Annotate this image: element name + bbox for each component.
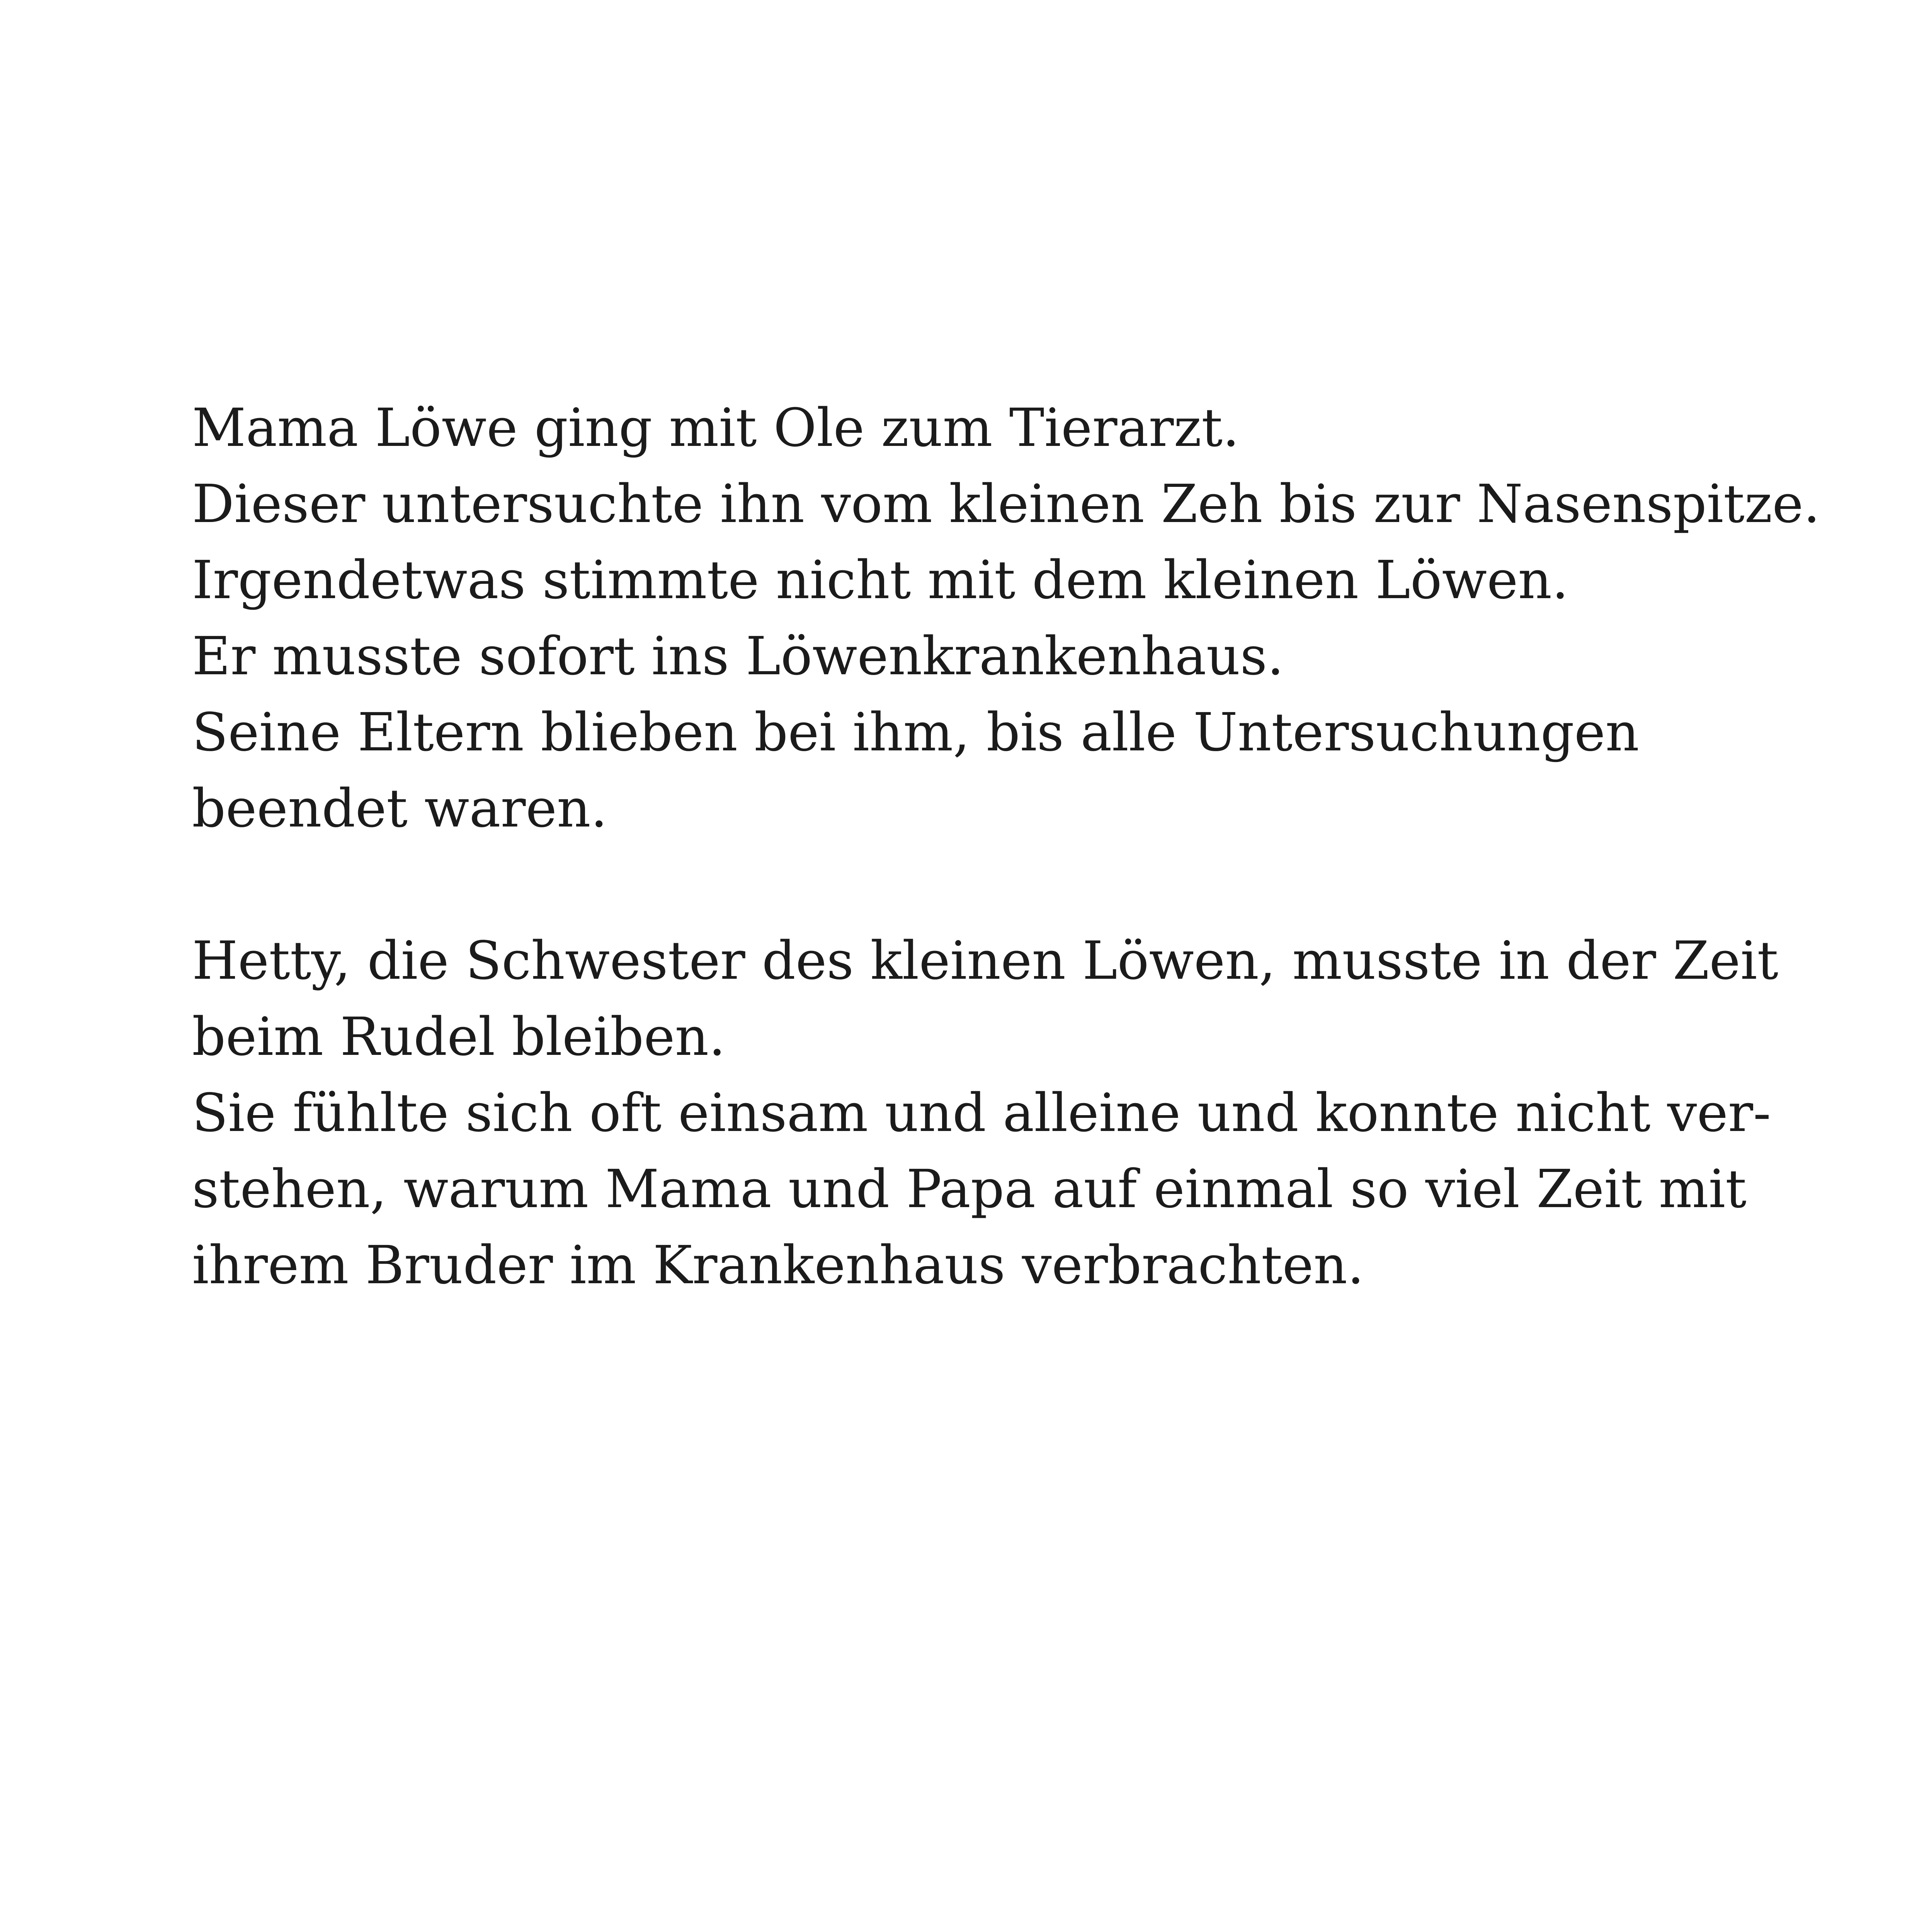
text-line: Sie fühlte sich oft einsam und alleine und konnte nicht ver-	[192, 1083, 1771, 1144]
paragraph-2	[192, 923, 1854, 1304]
text-line: Hetty, die Schwester des kleinen Löwen, musste in der Zeit	[192, 930, 1779, 992]
text-line: Irgendetwas stimmte nicht mit dem kleinen Löwen.	[192, 550, 1569, 611]
text-line: beendet waren.	[192, 778, 607, 839]
paragraph-gap	[192, 847, 1854, 923]
text-line: ihrem Bruder im Krankenhaus verbrachten.	[192, 1235, 1364, 1296]
text-line: Er musste sofort ins Löwenkrankenhaus.	[192, 626, 1284, 687]
text-line: stehen, warum Mama und Papa auf einmal so viel Zeit mit	[192, 1159, 1747, 1220]
story-text	[192, 390, 1854, 1304]
text-line: Seine Eltern blieben bei ihm, bis alle Untersuchungen	[192, 702, 1640, 763]
paragraph-1	[192, 390, 1854, 847]
text-line: beim Rudel bleiben.	[192, 1007, 726, 1068]
text-line: Mama Löwe ging mit Ole zum Tierarzt.	[192, 398, 1240, 459]
text-line: Dieser untersuchte ihn vom kleinen Zeh bis zur Nasenspitze.	[192, 474, 1820, 535]
